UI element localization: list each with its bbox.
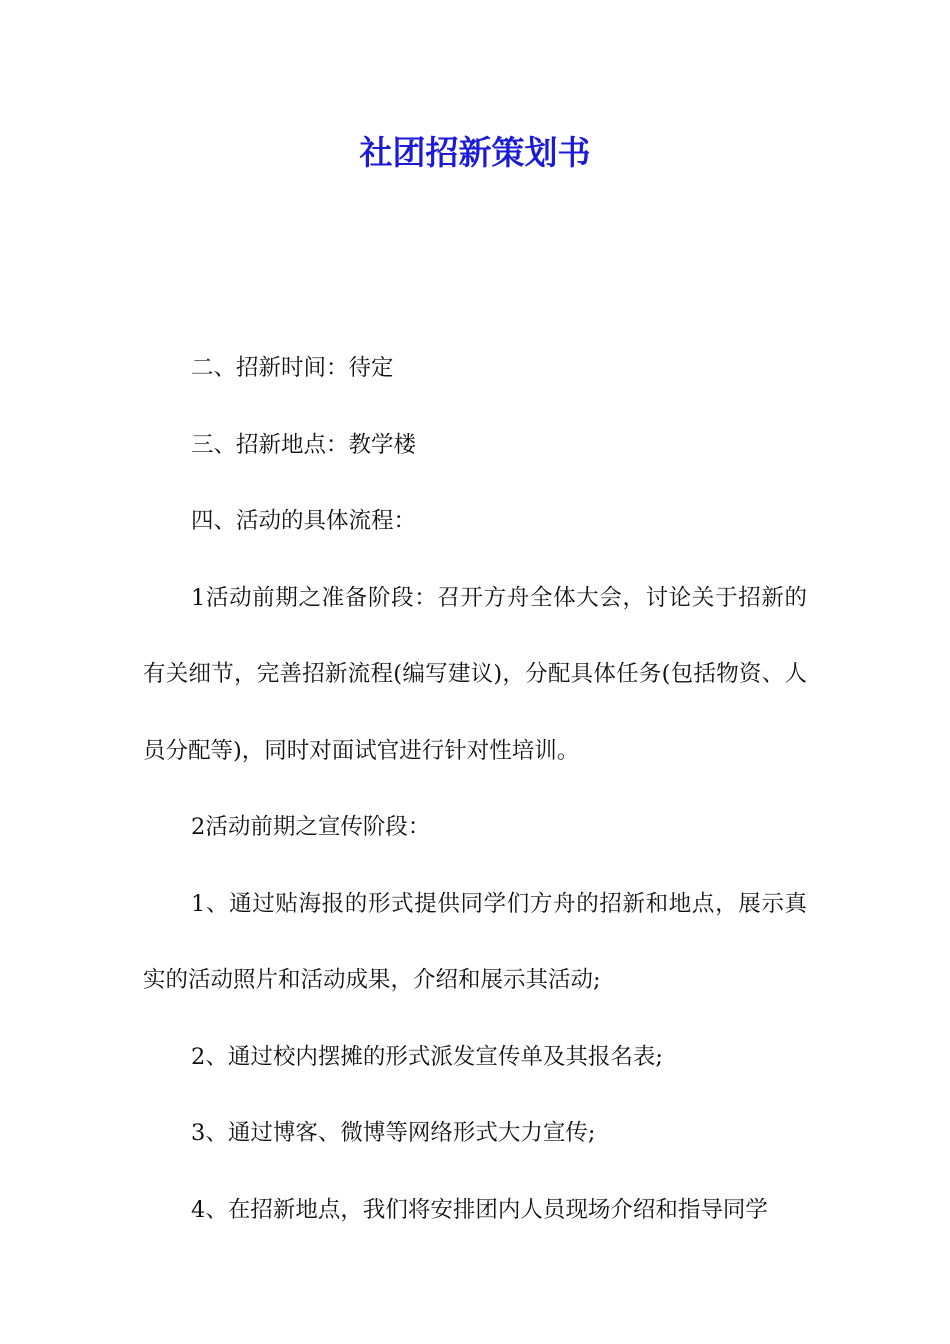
paragraph-publicity-item-1: 1、通过贴海报的形式提供同学们方舟的招新和地点，展示真实的活动照片和活动成果，介绍和展示其活动; bbox=[143, 890, 807, 993]
paragraph-preparation-stage: 1活动前期之准备阶段：召开方舟全体大会，讨论关于招新的有关细节，完善招新流程(编写建议)，分配具体任务(包括物资、人员分配等)，同时对面试官进行针对性培训。 bbox=[143, 584, 807, 764]
paragraph-recruit-location: 三、招新地点：教学楼 bbox=[191, 431, 417, 458]
document-body bbox=[143, 330, 807, 1248]
paragraph-publicity-item-4: 4、在招新地点，我们将安排团内人员现场介绍和指导同学 bbox=[191, 1196, 768, 1223]
paragraph-recruit-time: 二、招新时间：待定 bbox=[191, 355, 394, 381]
document-title: 社团招新策划书 bbox=[359, 133, 591, 172]
paragraph-process-heading: 四、活动的具体流程： bbox=[191, 508, 417, 534]
paragraph-publicity-item-3: 3、通过博客、微博等网络形式大力宣传; bbox=[191, 1120, 596, 1146]
paragraph-publicity-item-2: 2、通过校内摆摊的形式派发宣传单及其报名表; bbox=[191, 1043, 663, 1070]
paragraph-publicity-heading: 2活动前期之宣传阶段： bbox=[191, 814, 431, 840]
